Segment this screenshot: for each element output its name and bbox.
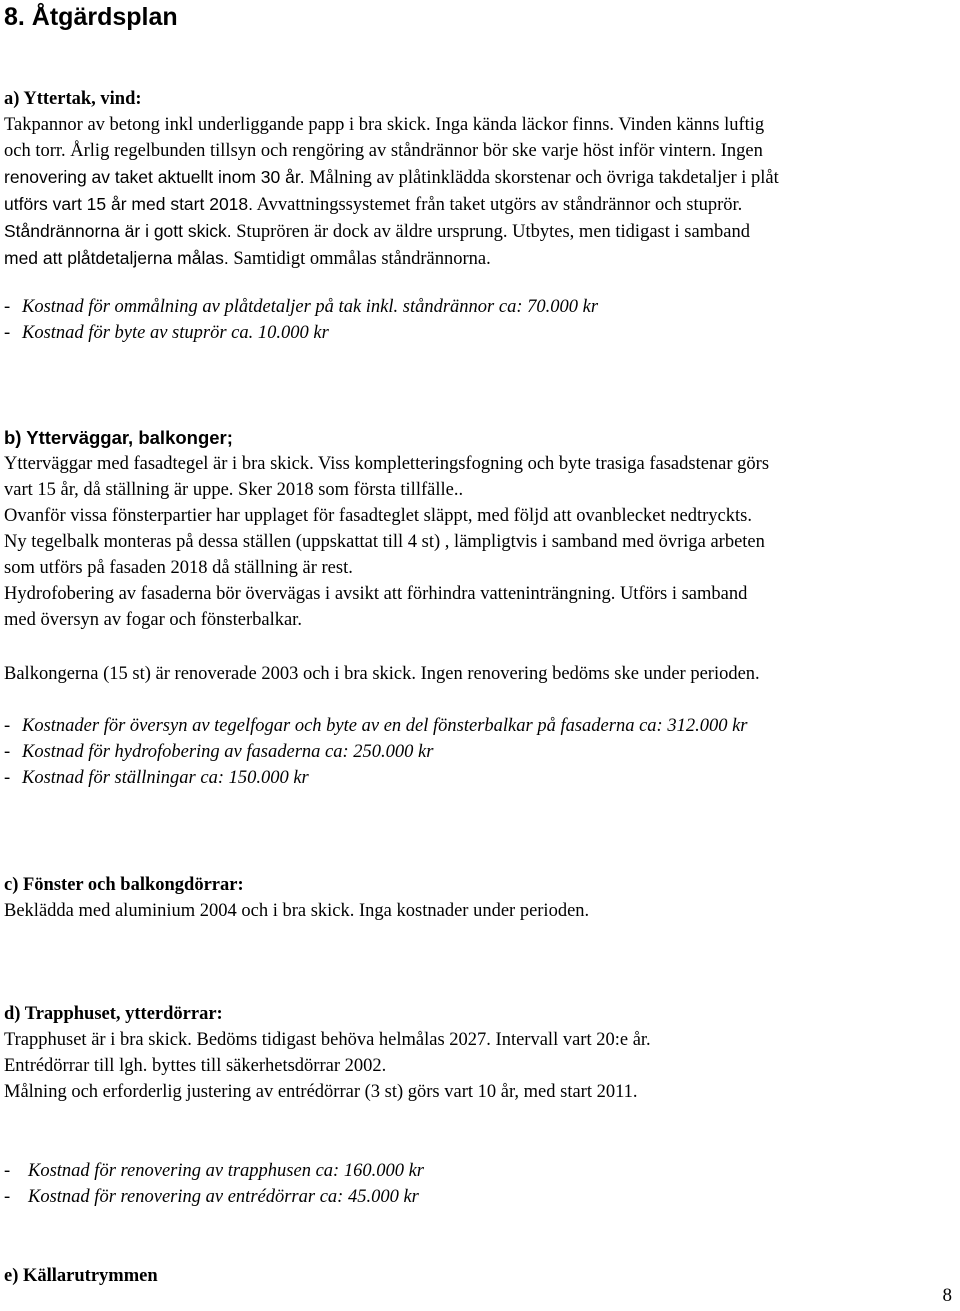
cost-text: Kostnad för renovering av entrédörrar ca: 45.000 kr	[28, 1187, 419, 1207]
section-a-costs	[4, 294, 956, 346]
section-d-line-1: Trapphuset är i bra skick. Bedöms tidigast behöva helmålas 2027. Intervall vart 20:e år.	[4, 1030, 651, 1050]
section-a-title: a) Yttertak, vind:	[4, 89, 142, 109]
section-c-body	[4, 898, 956, 924]
bullet-dash: -	[4, 323, 11, 343]
cost-text: Kostnader för översyn av tegelfogar och byte av en del fönsterbalkar på fasaderna ca: 312.000 kr	[22, 716, 748, 736]
cost-text: Kostnad för hydrofobering av fasaderna ca: 250.000 kr	[22, 742, 434, 762]
section-b-line-7: med översyn av fogar och fönsterbalkar.	[4, 610, 302, 630]
section-a-body	[4, 112, 956, 272]
section-d-line-3: Målning och erforderlig justering av entrédörrar (3 st) görs vart 10 år, med start 2011.	[4, 1082, 638, 1102]
section-b-line-2: vart 15 år, då ställning är uppe. Sker 2018 som första tillfälle..	[4, 480, 464, 500]
cost-text: Kostnad för renovering av trapphusen ca: 160.000 kr	[28, 1161, 424, 1181]
section-a-line-2: och torr. Årlig regelbunden tillsyn och rengöring av ståndrännor bör ske varje höst inför vintern. Ingen	[4, 141, 763, 161]
bullet-dash: -	[4, 768, 11, 788]
section-c-text: Beklädda med aluminium 2004 och i bra skick. Inga kostnader under perioden.	[4, 901, 590, 921]
section-b-line-6: Hydrofobering av fasaderna bör övervägas i avsikt att förhindra vatteninträngning. Utförs i samband	[4, 584, 748, 604]
cost-text: Kostnad för ställningar ca: 150.000 kr	[22, 768, 309, 788]
section-a-text-3b: Målning av plåtinklädda skorstenar och övriga takdetaljer i plåt	[304, 168, 779, 188]
section-a-line-1: Takpannor av betong inkl underliggande papp i bra skick. Inga kända läckor finns. Vinden känns luftig	[4, 115, 765, 135]
section-d-costs	[4, 1158, 956, 1210]
section-b-balcony	[4, 661, 956, 687]
section-d-body	[4, 1027, 956, 1105]
section-a-text-6b: Samtidigt ommålas ståndrännorna.	[228, 249, 491, 269]
section-b-line-5: som utförs på fasaden 2018 då ställning är rest.	[4, 558, 353, 578]
section-a-cost-1	[4, 294, 956, 320]
section-a-line-4	[4, 191, 956, 218]
bullet-dash: -	[4, 716, 11, 736]
section-a-text-4a: utförs vart 15 år med start 2018.	[4, 194, 254, 214]
section-b-body	[4, 451, 956, 633]
section-b-line-4: Ny tegelbalk monteras på dessa ställen (uppskattat till 4 st) , lämpligtvis i samband med övriga arbeten	[4, 532, 765, 552]
section-d-line-2: Entrédörrar till lgh. byttes till säkerhetsdörrar 2002.	[4, 1056, 387, 1076]
cost-text: Kostnad för byte av stuprör ca. 10.000 kr	[22, 323, 329, 343]
cost-text: Kostnad för ommålning av plåtdetaljer på tak inkl. ståndrännor ca: 70.000 kr	[22, 297, 599, 317]
bullet-dash: -	[4, 742, 11, 762]
section-a-line-6	[4, 245, 956, 272]
page-title: 8. Åtgärdsplan	[4, 3, 178, 31]
section-b-line-3: Ovanför vissa fönsterpartier har upplaget för fasadteglet släppt, med följd att ovanblecket nedtryckts.	[4, 506, 752, 526]
section-a-line-3	[4, 164, 956, 191]
section-a-line-5	[4, 218, 956, 245]
section-b-cost-1	[4, 713, 956, 739]
section-b-costs	[4, 713, 956, 791]
section-a-text-5c: Utbytes, men tidigast i samband	[507, 222, 751, 242]
section-d-title: d) Trapphuset, ytterdörrar:	[4, 1004, 223, 1024]
section-b-line-1: Ytterväggar med fasadtegel är i bra skick. Viss kompletteringsfogning och byte trasiga fasadstenar görs	[4, 454, 770, 474]
section-e-title: e) Källarutrymmen	[4, 1266, 158, 1286]
section-a-cost-2	[4, 320, 956, 346]
section-a-text-3a: renovering av taket aktuellt inom 30 år.	[4, 167, 305, 187]
section-a-text-5a: Ståndrännorna är i gott skick.	[4, 221, 232, 241]
bullet-dash: -	[4, 1187, 11, 1207]
section-b-balcony-text: Balkongerna (15 st) är renoverade 2003 och i bra skick. Ingen renovering bedöms ske under perioden.	[4, 664, 760, 684]
section-b-cost-3	[4, 765, 956, 791]
section-a-text-4b: Avvattningssystemet från taket utgörs av ståndrännor och stuprör.	[253, 195, 743, 215]
page-number: 8	[942, 1285, 952, 1306]
section-c-title: c) Fönster och balkongdörrar:	[4, 875, 244, 895]
section-a-text-5b: Stuprören är dock av äldre ursprung.	[231, 222, 508, 242]
section-d-cost-2	[4, 1184, 956, 1210]
section-b-cost-2	[4, 739, 956, 765]
section-a-text-6a: med att plåtdetaljerna målas.	[4, 248, 229, 268]
section-b-title: b) Ytterväggar, balkonger;	[4, 427, 233, 448]
bullet-dash: -	[4, 297, 11, 317]
bullet-dash: -	[4, 1161, 11, 1181]
section-d-cost-1	[4, 1158, 956, 1184]
